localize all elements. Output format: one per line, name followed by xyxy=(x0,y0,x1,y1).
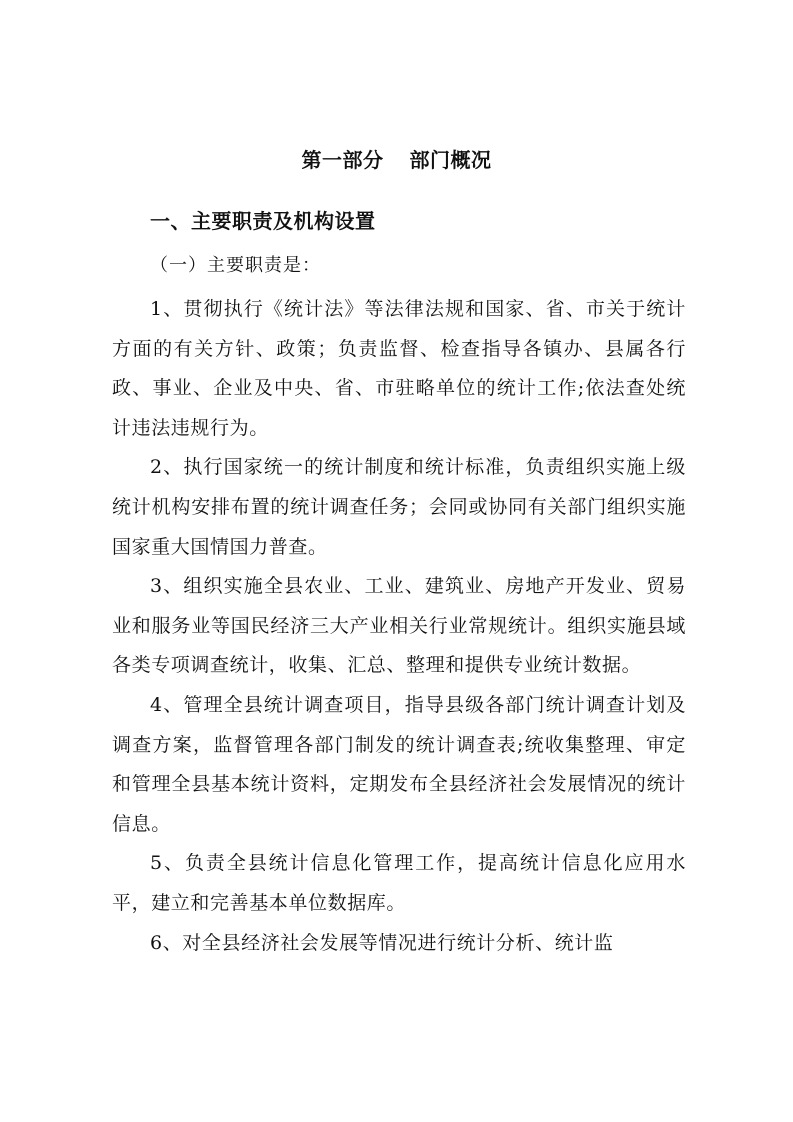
paragraph-4: 4、管理全县统计调查项目，指导县级各部门统计调查计划及调查方案，监督管理各部门制发的统计调查表;统收集整理、审定和管理全县基本统计资料，定期发布全县经济社会发展情况的统计信息。 xyxy=(112,693,686,835)
part-title-number: 第一部分 xyxy=(301,148,384,172)
paragraph-3: 3、组织实施全县农业、工业、建筑业、房地产开发业、贸易业和服务业等国民经济三大产业相关行业常规统计。组织实施县域各类专项调查统计，收集、汇总、整理和提供专业统计数据。 xyxy=(112,575,686,677)
paragraph-1: 1、贯彻执行《统计法》等法律法规和国家、省、市关于统计方面的有关方针、政策；负责监督、检查指导各镇办、县属各行政、事业、企业及中央、省、市驻略单位的统计工作;依法查处统计违法违规行为。 xyxy=(112,298,686,439)
section-heading: 一、主要职责及机构设置 xyxy=(150,209,376,233)
body-text xyxy=(112,290,686,963)
paragraph-6: 6、对全县经济社会发展等情况进行统计分析、统计监 xyxy=(150,931,614,954)
part-title xyxy=(0,146,793,174)
sub-heading: （一）主要职责是： xyxy=(150,255,321,276)
paragraph-2: 2、执行国家统一的统计制度和统计标准，负责组织实施上级统计机构安排布置的统计调查任务；会同或协同有关部门组织实施国家重大国情国力普查。 xyxy=(112,456,686,558)
paragraph-5: 5、负责全县统计信息化管理工作，提高统计信息化应用水平，建立和完善基本单位数据库。 xyxy=(112,852,686,914)
part-title-name: 部门概况 xyxy=(409,148,492,172)
